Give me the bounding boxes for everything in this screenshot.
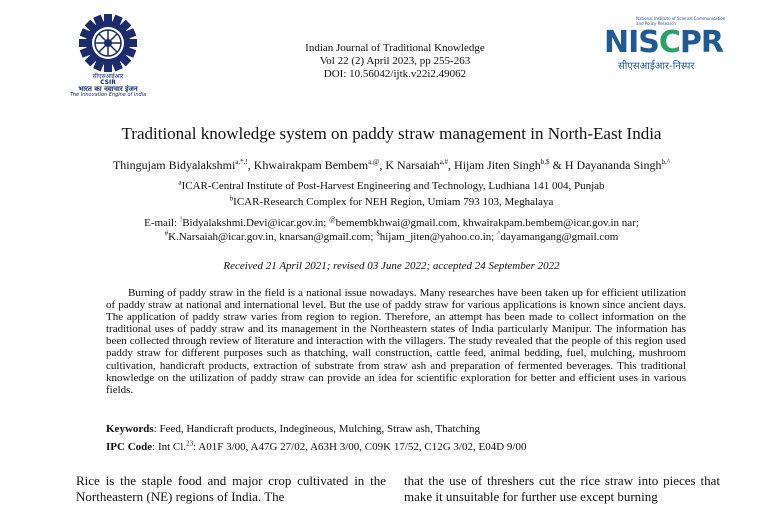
author-name: Hijam Jiten Singh [454,158,541,172]
email-sup: ^ [497,229,501,238]
email-address[interactable]: hijam_jiten@yahoo.co.in; [379,231,498,243]
affiliation-text: ICAR-Central Institute of Post-Harvest Engineering and Technology, Ludhiana 141 004, Punjab [181,180,605,192]
author-sup: a,# [439,158,449,166]
csir-hindi-name: सीएसआईआर [92,73,124,80]
body-column-right: that the use of threshers cut the rice straw into pieces that make it unsuitable for further use except burning [404,473,720,504]
email-address[interactable]: K.Narsaiah@icar.gov.in, knarsan@gmail.com; [168,231,377,243]
niscpr-logo-text-a: NIS [604,25,659,60]
ipc-code [106,441,686,453]
niscpr-logo-text-c: C [658,25,680,60]
email-address[interactable]: Bidyalakshmi.Devi@icar.gov.in; [182,217,330,229]
email-sup: @ [329,215,336,224]
email-sup: # [164,229,169,238]
ipc-sup: 23 [186,439,194,448]
email-sup: $ [376,229,380,238]
ipc-codes: : A01F 3/00, A47G 27/02, A63H 3/00, C09K 17/52, C12G 3/02, E04D 9/00 [193,441,527,453]
body-column-left: Rice is the staple food and major crop cultivated in the Northeastern (NE) regions of India. The [76,473,386,504]
abstract [106,287,686,396]
affiliation-text: ICAR-Research Complex for NEH Region, Umiam 793 103, Meghalaya [233,196,554,208]
ipc-prefix: : Int Cl. [152,441,187,453]
niscpr-hindi-name: सीएसआईआर-निस्पर [618,61,695,72]
csir-hindi-tagline: भारत का नवाचार इंजन [78,85,138,93]
paper-title: Traditional knowledge system on paddy straw management in North-East India [121,124,662,143]
journal-info [290,42,500,81]
affiliation-sup: a [178,178,182,187]
received-dates: Received 21 April 2021; revised 03 June 2022; accepted 24 September 2022 [223,260,560,272]
author-sup: a,*,! [235,158,248,166]
email-label: E-mail: [144,217,180,229]
keywords [106,423,686,435]
ipc-label: IPC Code [106,441,153,453]
author-sup: b,^ [661,158,671,166]
email-address[interactable]: bemembkhwai@gmail.com, khwairakpam.bembem@icar.gov.in nar; [335,217,639,229]
journal-volume: Vol 22 (2) April 2023, pp 255-263 [319,55,471,67]
author-separator: , [448,158,455,172]
abstract-text: Burning of paddy straw in the field is a national issue nowadays. Many researches have been taken up for efficient utilization of paddy straw at national and international level. But the use of paddy straw for various applications is known since ancient days. The application of paddy straw varies from region to region. Therefore, an attempt has been made to collect information on the traditional uses of paddy straw and its management in the Northeastern states of India particularly Manipur. The information has been collected through review of literature and interaction with the villagers. The study revealed that the people of this region used paddy straw for different purposes such as thatching, wall construction, cattle feed, animal bedding, fuel, mulching, mushroom cultivation, handicraft products, extraction of substrate from straw ash and preparation of fermented beverages. This traditional knowledge on the utilization of paddy straw can provide an idea for scientific exploration for better and efficient uses in various fields. [106,287,686,396]
affiliation-a [0,180,783,192]
keywords-label: Keywords [106,423,154,435]
csir-logo [68,12,148,98]
journal-name: Indian Journal of Traditional Knowledge [305,42,485,54]
affiliation-sup: b [229,194,234,203]
author-sup: a,@ [368,158,380,166]
niscpr-logo-text [604,25,724,60]
email-sup: ! [179,215,183,224]
email-address[interactable]: dayamangang@gmail.com [500,231,619,243]
author-separator: , [379,158,386,172]
keywords-text: : Feed, Handicraft products, Indegineous, Mulching, Straw ash, Thatching [153,423,481,435]
author-list [0,158,783,173]
journal-doi[interactable]: DOI: 10.56042/ijtk.v22i2.49062 [323,68,467,80]
author-name: K Narsaiah [385,158,440,172]
csir-gear-emblem-icon [77,12,139,74]
email-line-1 [0,216,783,230]
niscpr-logo-text-b: PR [679,25,724,60]
affiliation-b [0,196,783,208]
csir-name: CSIR [100,79,116,86]
author-name: Thingujam Bidyalakshmi [112,158,236,172]
author-separator: & [549,158,565,172]
email-line-2 [0,230,783,244]
niscpr-full-name: National Institute of Science Communication and Policy Research [636,16,726,26]
csir-tagline: The Innovation Engine of India [69,92,147,98]
author-name: H Dayananda Singh [564,158,662,172]
author-name: Khwairakpam Bembem [253,158,369,172]
author-sup: b,$ [540,158,550,166]
author-separator: , [247,158,254,172]
